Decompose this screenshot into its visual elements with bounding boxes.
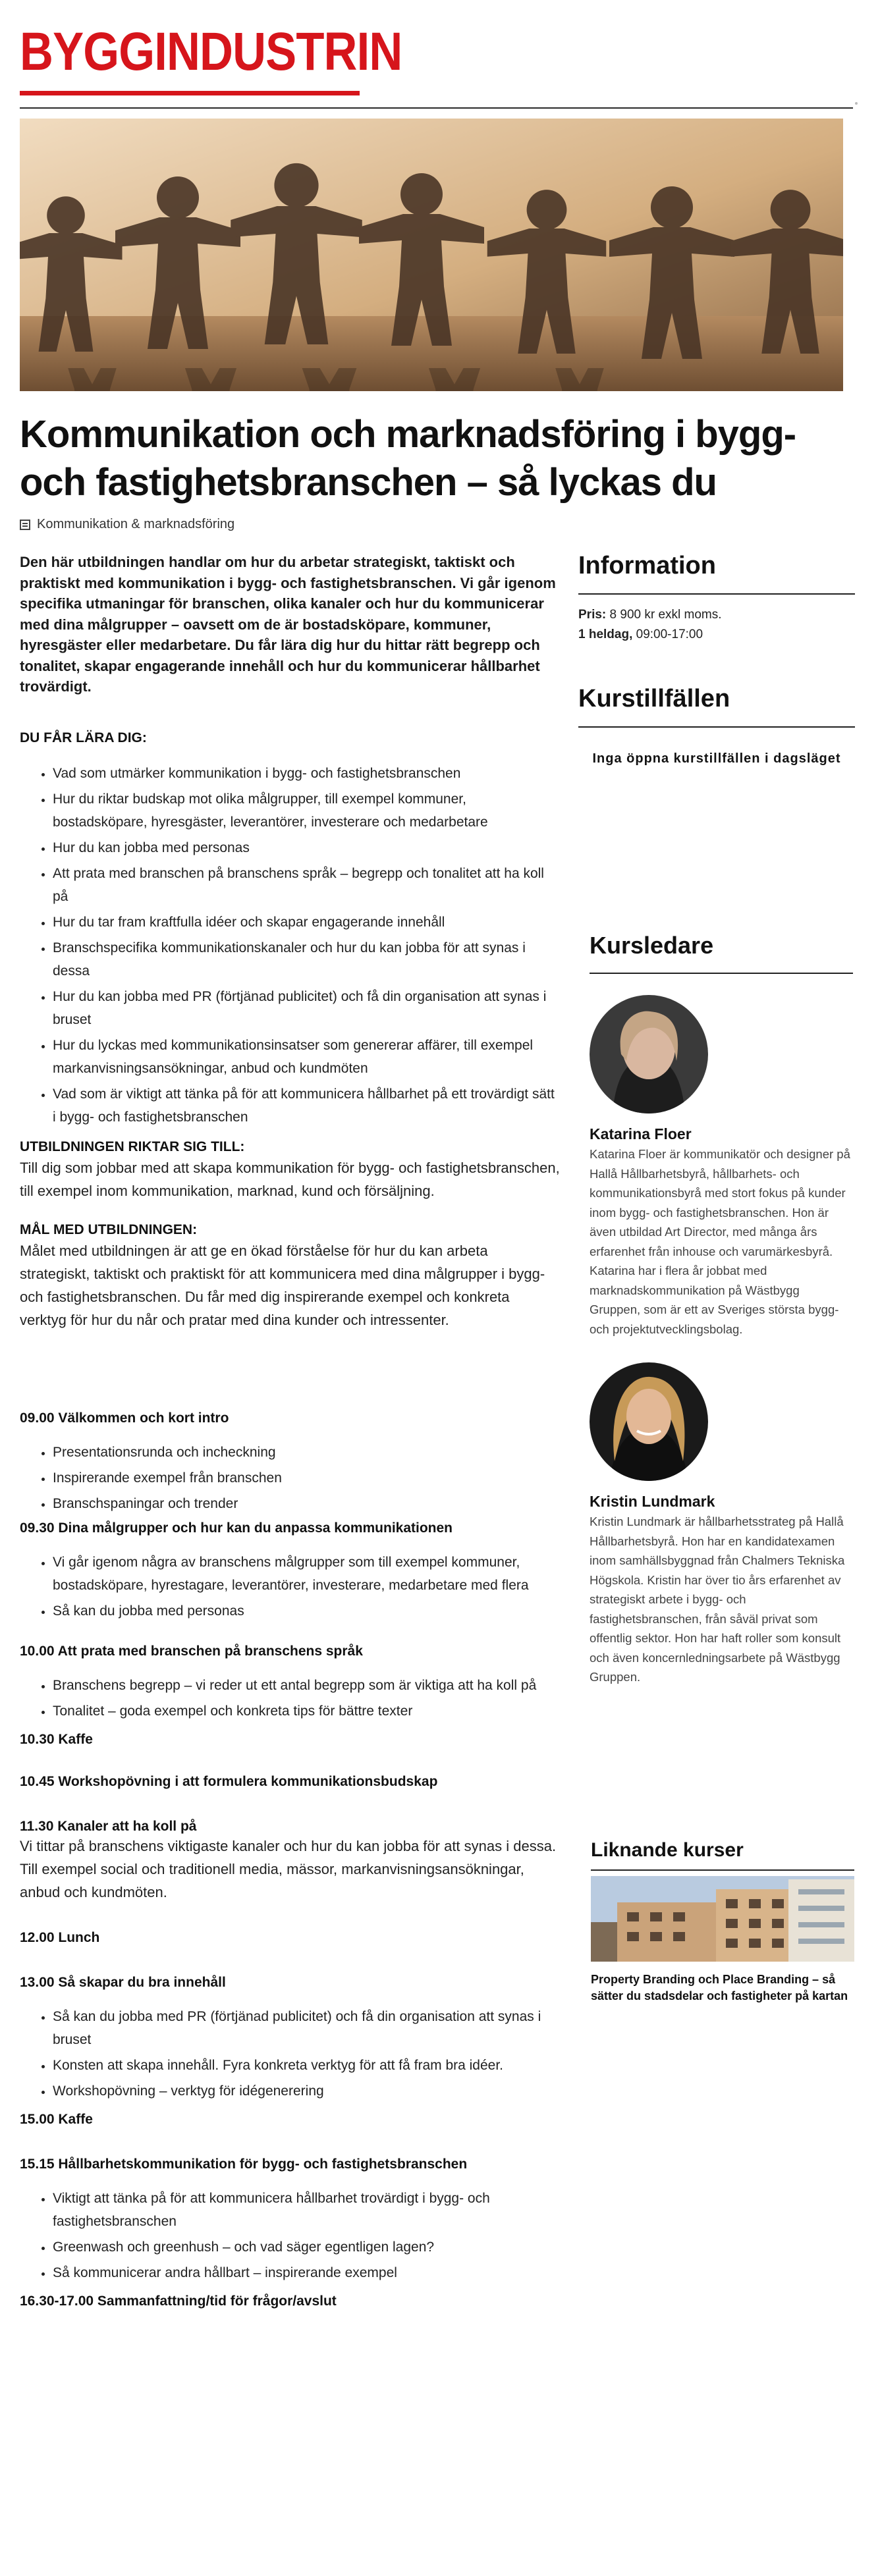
schedule-heading: 15.00 Kaffe (20, 2111, 93, 2127)
occasions-heading: Kurstillfällen (578, 685, 730, 712)
list-item: • Konsten att skapa innehåll. Fyra konkreta verktyg för att få fram bra idéer. (53, 2054, 560, 2077)
schedule-heading: 10.00 Att prata med branschen på branschens språk (20, 1643, 363, 1659)
list-item: • Branschspecifika kommunikationskanaler och hur du kan jobba för att synas i dessa (53, 936, 560, 982)
paper-chain-people-illustration (20, 119, 843, 391)
info-panel (578, 552, 855, 642)
leaders-divider (590, 973, 853, 974)
category-label: Kommunikation & marknadsföring (37, 517, 235, 531)
goal-heading: MÅL MED UTBILDNINGEN: (20, 1221, 198, 1237)
learn-list (20, 762, 560, 1129)
list-item: • Att prata med branschen på branschens språk – begrepp och tonalitet att ha koll på (53, 862, 560, 908)
avatar (590, 1362, 708, 1481)
list-item: • Tonalitet – goda exempel och konkreta tips för bättre texter (53, 1700, 560, 1723)
list-item: • Branschspaningar och trender (53, 1492, 560, 1515)
leader-name: Kristin Lundmark (590, 1493, 715, 1510)
header-dot (855, 102, 858, 105)
duration-label: 1 heldag, (578, 628, 633, 641)
page-title: Kommunikation och marknadsföring i bygg- och fastighetsbranschen – så lyckas du (20, 413, 796, 504)
list-item: • Hur du tar fram kraftfulla idéer och skapar engagerande innehåll (53, 911, 560, 934)
site-logo[interactable]: BYGGINDUSTRIN (20, 22, 402, 82)
price-value: 8 900 kr exkl moms. (609, 608, 722, 622)
duration-line (578, 628, 855, 642)
schedule-heading: 16.30-17.00 Sammanfattning/tid för frågor/avslut (20, 2293, 337, 2309)
similar-course-image (591, 1876, 854, 1962)
schedule-list (20, 1674, 560, 1723)
schedule-heading: 15.15 Hållbarhetskommunikation för bygg- och fastighetsbranschen (20, 2156, 468, 2172)
list-item: • Branschens begrepp – vi reder ut ett antal begrepp som är viktiga att ha koll på (53, 1674, 560, 1697)
schedule-heading: 13.00 Så skapar du bra innehåll (20, 1974, 226, 1990)
similar-divider (591, 1869, 854, 1871)
list-item: • Hur du riktar budskap mot olika målgrupper, till exempel kommuner, bostadsköpare, hyresgäster, leverantörer, investerare och medarbetare (53, 788, 560, 834)
leader-bio: Kristin Lundmark är hållbarhetsstrateg på Hallå Hållbarhetsbyrå. Hon har en kandidatexamen inom samhällsbyggnad från Chalmers Tekniska Högskola. Kristin har över tio års erfarenhet av strategiskt arbete i bygg- och fastighetsbranschen, från såväl privat som offentlig sektor. Hon har haft roller som konsult och även koncernledningsarbete på Wästbygg Gruppen. (590, 1515, 845, 1684)
list-item: • Så kommunicerar andra hållbart – inspirerande exempel (53, 2261, 560, 2284)
category-tag[interactable] (20, 517, 234, 532)
list-item: • Så kan du jobba med PR (förtjänad publicitet) och få din organisation att synas i bruset (53, 2005, 560, 2051)
price-line (578, 608, 855, 622)
header-divider (20, 107, 853, 109)
duration-value: 09:00-17:00 (636, 628, 703, 641)
schedule-heading: 11.30 Kanaler att ha koll på (20, 1818, 197, 1834)
list-item: • Greenwash och greenhush – och vad säger egentligen lagen? (53, 2236, 560, 2259)
leaders-heading: Kursledare (590, 932, 714, 959)
similar-heading: Liknande kurser (591, 1839, 744, 1861)
list-item: • Inspirerande exempel från branschen (53, 1466, 560, 1489)
schedule-heading: 09.00 Välkommen och kort intro (20, 1410, 229, 1426)
list-item: • Vad som är viktigt att tänka på för att kommunicera hållbarhet på ett trovärdigt sätt i bygg- och fastighetsbranschen (53, 1083, 560, 1129)
learn-heading: DU FÅR LÄRA DIG: (20, 730, 147, 745)
similar-courses-panel (591, 1839, 854, 2004)
leaders-panel (590, 932, 853, 1687)
schedule-text: Vi tittar på branschens viktigaste kanaler och hur du kan jobba för att synas i dessa. Till exempel social och traditionell media, mässor, markanvisningsansökningar, anbud och kundmöten. (20, 1837, 557, 1900)
similar-course-card[interactable] (591, 1876, 854, 2004)
leader-name: Katarina Floer (590, 1125, 692, 1142)
target-text: Till dig som jobbar med att skapa kommunikation för bygg- och fastighetsbranschen, till exempel inom kommunikation, marknad, kund och försäljning. (20, 1159, 560, 1199)
kristin-portrait (590, 1362, 708, 1481)
info-heading: Information (578, 552, 716, 579)
list-item: • Vad som utmärker kommunikation i bygg- och fastighetsbranschen (53, 762, 560, 785)
schedule-list (20, 1551, 560, 1623)
target-heading: UTBILDNINGEN RIKTAR SIG TILL: (20, 1139, 245, 1154)
avatar (590, 995, 708, 1114)
list-item: • Så kan du jobba med personas (53, 1599, 560, 1623)
goal-text: Målet med utbildningen är att ge en ökad förståelse för hur du kan arbeta strategiskt, taktiskt och praktiskt för att kommunicera med dina målgrupper i bygg- och fastighetsbranschen. Du får med dig inspirerande exempel och konkreta verktyg för hur du når och pratar med dina kunder och intressenter. (20, 1242, 545, 1328)
schedule-heading: 10.30 Kaffe (20, 1731, 93, 1747)
occasions-panel (578, 685, 855, 766)
course-description (20, 552, 560, 2309)
list-item: • Hur du kan jobba med PR (förtjänad publicitet) och få din organisation att synas i bruset (53, 985, 560, 1031)
logo-underline (20, 91, 360, 95)
leader-bio: Katarina Floer är kommunikatör och designer på Hallå Hållbarhetsbyrå, hållbarhets- och kommunikationsbyrå med stort fokus på kunder inom bygg- och fastighetsbranschen. Hon är även utbildad Art Director, med många års erfarenhet från inhouse och varumärkesbyrå. Katarina har i flera år jobbat med marknadskommunikation på Wästbygg Gruppen, som är ett av Sveriges största bygg- och projektutvecklingsbolag. (590, 1147, 850, 1336)
schedule-list (20, 2005, 560, 2103)
no-occasions-message: Inga öppna kurstillfällen i dagsläget (592, 751, 841, 766)
hero-image (20, 119, 843, 391)
lead-paragraph: Den här utbildningen handlar om hur du arbetar strategiskt, taktiskt och praktiskt med kommunikation i bygg- och fastighetsbranschen. Vi går igenom specifika utmaningar för branschen, olika kanaler och hur du kommunicerar med dina målgrupper – oavsett om de är bostadsköpare, kommuner, hyresgäster eller medarbetare. Du får lära dig hur du hittar rätt begrepp och tonalitet, skapar engagerande innehåll och hur du kommunicerar hållbarhet trovärdigt. (20, 554, 556, 695)
info-divider (578, 593, 855, 595)
schedule-heading: 09.30 Dina målgrupper och hur kan du anpassa kommunikationen (20, 1520, 453, 1536)
schedule-heading: 12.00 Lunch (20, 1929, 100, 1945)
category-icon (20, 520, 30, 530)
list-item: • Vi går igenom några av branschens målgrupper som till exempel kommuner, bostadsköpare, hyrestagare, leverantörer, investerare, medarbetare med flera (53, 1551, 560, 1597)
schedule-heading: 10.45 Workshopövning i att formulera kommunikationsbudskap (20, 1773, 438, 1789)
schedule-list (20, 1441, 560, 1515)
list-item: • Viktigt att tänka på för att kommunicera hållbarhet trovärdigt i bygg- och fastighetsbranschen (53, 2187, 560, 2233)
katarina-portrait (590, 995, 708, 1114)
list-item: • Workshopövning – verktyg för idégenerering (53, 2080, 560, 2103)
list-item: • Hur du kan jobba med personas (53, 836, 560, 859)
schedule-list (20, 2187, 560, 2284)
similar-course-title[interactable]: Property Branding och Place Branding – så sätter du stadsdelar och fastigheter på kartan (591, 1973, 848, 2002)
occasions-divider (578, 726, 855, 728)
list-item: • Presentationsrunda och incheckning (53, 1441, 560, 1464)
price-label: Pris: (578, 608, 607, 622)
list-item: • Hur du lyckas med kommunikationsinsatser som genererar affärer, till exempel markanvisningsansökningar, anbud och kundmöten (53, 1034, 560, 1080)
